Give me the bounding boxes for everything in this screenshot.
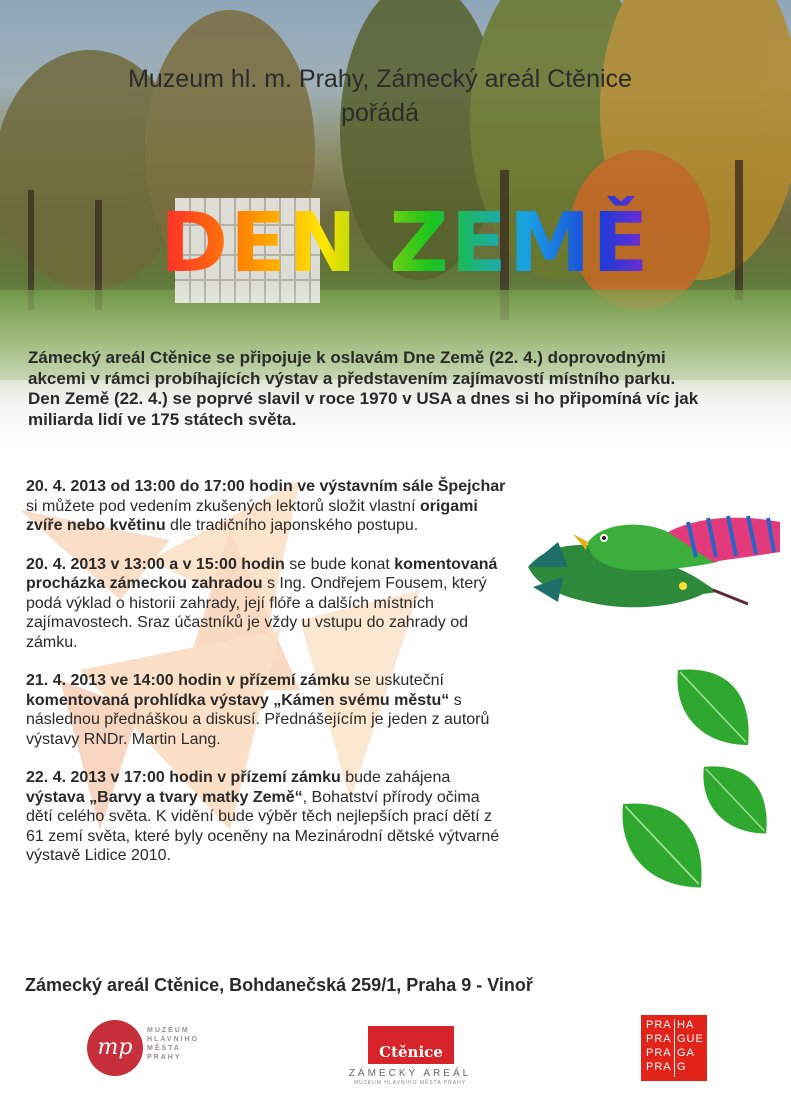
museum-logo-line: HLAVNÍHO xyxy=(147,1036,200,1043)
organizer-line2: pořádá xyxy=(341,99,419,127)
event-text: , Bohatství přírody očima dětí celého světa. K vidění bude výběr těch nejlepších prací dětí z 61 zemí světa, které byly oceněny na Mezinárodní dětské výtvarné výstavě Lidice 2010. xyxy=(26,788,500,864)
museum-logo-mark: mp xyxy=(87,1020,143,1076)
ctenice-logo xyxy=(320,1022,500,1086)
event-highlight: výstava „Barvy a tvary matky Země“ xyxy=(26,788,303,806)
praha-logo-text: G xyxy=(677,1061,687,1073)
event-title: DEN ZEMĚ xyxy=(160,196,651,291)
museum-logo xyxy=(87,1020,227,1080)
event-text: se bude konat xyxy=(284,555,395,573)
intro-line: Zámecký areál Ctěnice se připojuje k oslavám Dne Země (22. 4.) doprovodnými xyxy=(28,348,666,367)
event-item xyxy=(26,477,510,536)
museum-logo-text xyxy=(147,1026,199,1062)
ctenice-logo-line2: MUZEUM HLAVNÍHO MĚSTA PRAHY xyxy=(353,1080,467,1086)
praha-logo-text: GA xyxy=(677,1047,695,1059)
intro-line: akcemi v rámci probíhajících výstav a představením zajímavostí místního parku. xyxy=(28,368,676,388)
event-item xyxy=(26,555,510,653)
events-list xyxy=(26,477,510,885)
praha-logo-text: PRA xyxy=(646,1047,672,1059)
event-text: bude zahájena xyxy=(340,769,451,786)
event-item xyxy=(26,671,510,749)
event-date-place: 21. 4. 2013 ve 14:00 hodin v přízemí zámku xyxy=(26,672,350,689)
praha-logo-text: PRA xyxy=(646,1033,672,1045)
leaf-illustration xyxy=(612,793,712,893)
organizer-heading xyxy=(0,62,760,130)
intro-line: Den Země (22. 4.) se poprvé slavil v roce 1970 v USA a dnes si ho připomíná víc jak xyxy=(28,389,699,408)
event-date-place: 22. 4. 2013 v 17:00 hodin v přízemí zámku xyxy=(26,769,341,786)
ctenice-logo-name: Ctěnice xyxy=(379,1043,443,1061)
praha-logo-text: GUE xyxy=(677,1033,704,1045)
event-highlight: origami zvíře nebo květinu xyxy=(26,497,478,534)
birds-illustration xyxy=(518,512,783,622)
event-text: s následnou přednáškou a diskusí. Přednášejícím je jeden z autorů výstavy RNDr. Martin Lang. xyxy=(26,691,490,748)
event-date-place: 20. 4. 2013 v 13:00 a v 15:00 hodin xyxy=(26,555,285,573)
venue-address: Zámecký areál Ctěnice, Bohdanečská 259/1, Praha 9 - Vinoř xyxy=(25,975,533,995)
event-date-place: 20. 4. 2013 od 13:00 do 17:00 hodin ve výstavním sále Špejchar xyxy=(26,478,506,495)
intro-line: miliarda lidí ve 175 státech světa. xyxy=(28,409,297,429)
intro-paragraph xyxy=(28,348,768,430)
event-highlight: komentovaná procházka zámeckou zahradou xyxy=(26,555,498,592)
event-text: dle tradičního japonského postupu. xyxy=(165,517,419,534)
ctenice-logo-line1: ZÁMECKÝ AREÁL xyxy=(348,1068,472,1079)
museum-logo-line: MĚSTA xyxy=(147,1045,181,1052)
event-text: s Ing. Ondřejem Fousem, který podá výklad o historii zahrady, její flóře a dalších místních zajímavostech. Sraz účastníků je vždy u vstupu do zahrady od zámku. xyxy=(26,575,487,651)
praha-logo xyxy=(641,1015,707,1081)
event-text: si můžete pod vedením zkušených lektorů složit vlastní xyxy=(26,497,420,515)
praha-logo-text: HA xyxy=(677,1019,695,1031)
event-highlight: komentovaná prohlídka výstavy „Kámen svému městu“ xyxy=(26,691,450,709)
museum-logo-line: PRAHY xyxy=(147,1054,182,1061)
praha-logo-divider xyxy=(674,1019,675,1077)
bird-top xyxy=(573,516,780,570)
leaf-illustration xyxy=(668,660,758,750)
organizer-line1: Muzeum hl. m. Prahy, Zámecký areál Ctěnice xyxy=(128,65,632,93)
ctenice-logo-mark xyxy=(368,1026,454,1064)
praha-logo-text: PRA xyxy=(646,1061,672,1073)
museum-logo-line: MUZEUM xyxy=(147,1027,190,1034)
event-text: se uskuteční xyxy=(349,672,444,689)
praha-logo-text: PRA xyxy=(646,1019,672,1031)
event-item xyxy=(26,768,510,866)
